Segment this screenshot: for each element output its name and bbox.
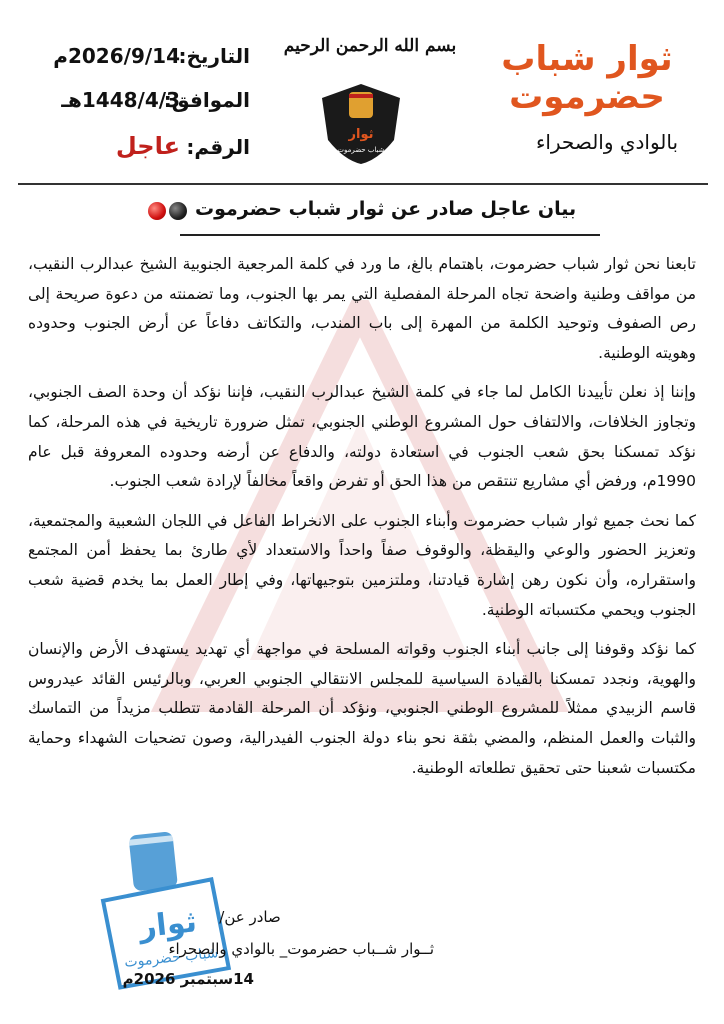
ref-row (20, 132, 250, 176)
hijri-value: 1448/4/3هـ (61, 88, 180, 112)
ref-label: الرقم: (186, 135, 250, 159)
statement-title: بيان عاجل صادر عن ثوار شباب حضرموت (194, 198, 577, 220)
header-divider (18, 183, 708, 185)
title-underline (180, 234, 600, 236)
date-label: التاريخ: (178, 44, 250, 68)
ref-value: عاجل (115, 132, 180, 160)
statement-title-block (0, 198, 724, 220)
organization-name-block (472, 40, 702, 154)
letterhead (0, 0, 724, 182)
org-subtitle: بالوادي والصحراء (535, 130, 679, 154)
basmala: بسم الله الرحمن الرحيم (283, 36, 457, 56)
statement-body (28, 250, 696, 793)
red-dot-icon (148, 202, 166, 220)
org-name-line2: حضرموت (509, 77, 665, 117)
issued-by-org: ثــوار شــباب حضرموت_ بالوادي والصحراء (168, 940, 434, 958)
org-name-line1: ثوار شباب (501, 39, 673, 79)
paragraph: وإننا إذ نعلن تأييدنا الكامل لما جاء في كلمة الشيخ عبدالرب النقيب، فإننا نؤكد أن وحدة الصف الجنوبي، وتجاوز الخلافات، والالتفاف حول المشروع الوطني الجنوبي، تمثل ضرورة تاريخية في هذه المرحلة، كما نؤكد تمسكنا بحق شعب الجنوب في استعادة دولته، والدفاع عن أرضه وحدوده المعروفة قبل عام 1990م، ورفض أي مشاريع تنتقص من هذا الحق أو تفرض واقعاً مخالفاً لإرادة شعب الجنوب. (28, 383, 696, 491)
hijri-label: الموافق: (163, 88, 250, 112)
paragraph: كما نحث جميع ثوار شباب حضرموت وأبناء الجنوب على الانخراط الفاعل في اللجان الشعبية والمجتمعية، وتعزيز الحضور والوعي واليقظة، والوقوف صفاً واحداً والاستعداد لأي طارئ بما يحفظ أمن المجتمع واستقراره، وأن نكون رهن إشارة قيادتنا، وملتزمين بتوجيهاتها، وفي إطار العمل بما يخدم قضية شعب الجنوب ويحمي مكتسباته الوطنية. (28, 511, 696, 619)
date-row (20, 44, 250, 88)
logo-text-sub: شباب حضرموت (337, 146, 385, 154)
date-value: 2026/9/14م (53, 44, 180, 68)
stamp-text-sub: شباب حضرموت (123, 945, 220, 971)
organization-logo (318, 80, 404, 166)
hijri-row (20, 88, 250, 132)
document-meta (20, 44, 250, 176)
black-dot-icon (169, 202, 187, 220)
issued-by-label: صادر عن/ (219, 908, 281, 926)
paragraph: كما نؤكد وقوفنا إلى جانب أبناء الجنوب وقواته المسلحة في مواجهة أي تهديد يستهدف الأرض والإنسان والهوية، ونجدد تمسكنا بالقيادة السياسية للمجلس الانتقالي الجنوبي العربي، وبالرئيس القائد عيدروس قاسم الزبيدي ممثلاً للمشروع الوطني الجنوبي، ونؤكد أن المرحلة القادمة تتطلب مزيداً من التماسك والثبات والعمل المنظم، والمضي بثقة نحو بناء دولة الجنوب الفيدرالية، وصون تضحيات الشهداء وحماية مكتسبات شعبنا حتى تحقيق تطلعاته الوطنية. (28, 640, 696, 777)
stamp-text-main: ثوار (137, 904, 199, 946)
logo-text-main: ثوار (348, 127, 374, 142)
paragraph: تابعنا نحن ثوار شباب حضرموت، باهتمام بالغ، ما ورد في كلمة المرجعية الجنوبية الشيخ عبدالرب النقيب، من مواقف وطنية واضحة تجاه المرحلة المفصلية التي يمر بها الجنوب، وما تضمنته من دعوة صريحة إلى رص الصفوف وتوحيد الكلمة من المهرة إلى باب المندب، والتكاتف دفاعاً عن أرض الجنوب وحدوده وهويته الوطنية. (28, 255, 696, 362)
issued-date: 14سبتمبر 2026م (122, 970, 254, 988)
